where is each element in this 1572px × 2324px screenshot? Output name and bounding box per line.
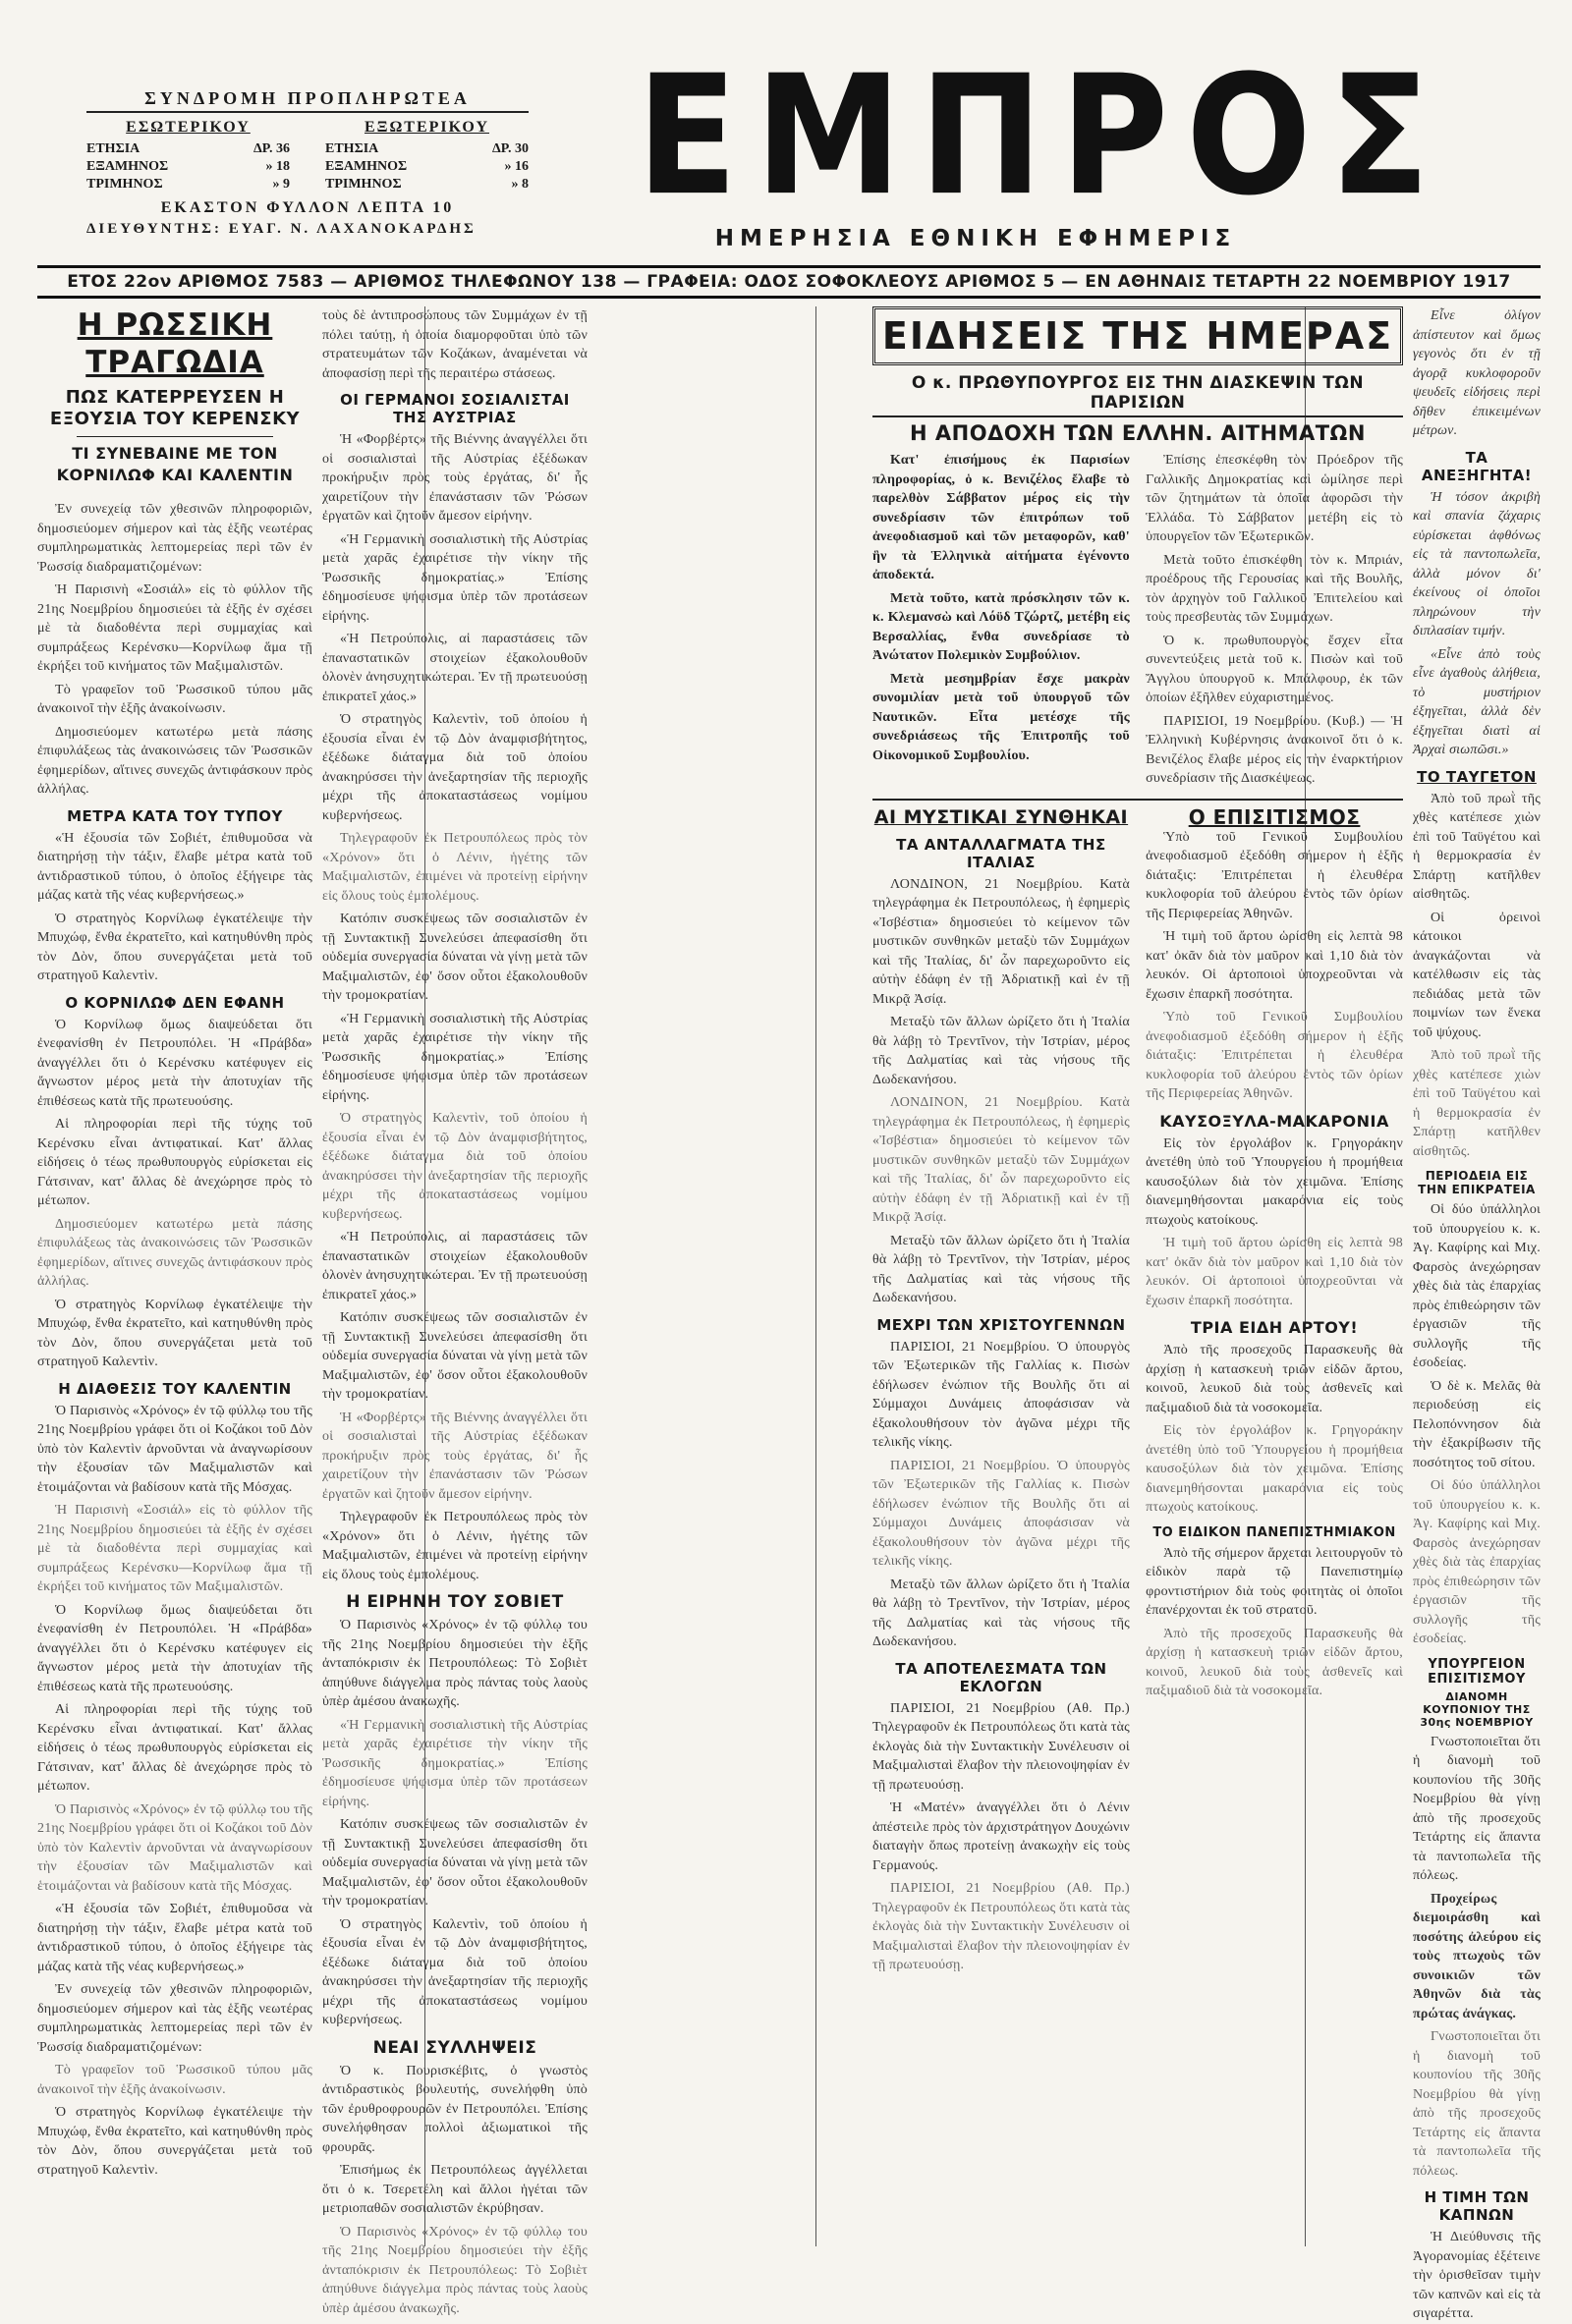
section-heading: ΤΑ ΑΝΕΞΗΓΗΤΑ!: [1421, 448, 1533, 484]
newspaper-title: ΕΜΠΡΟΣ: [637, 40, 1448, 233]
price-value: » 16: [504, 159, 529, 174]
paragraph: Εἰς τὸν ἐργολάβον κ. Γρηγοράκην ἀνετέθη ὑπὸ τοῦ Ὑπουργείου ἡ προμήθεια καυσοξύλων διὰ τὸν χειμῶνα. Ἐπίσης διανεμηθήσονται μακαρόνια εἰς τοὺς πτωχοὺς κατοίκους.: [1146, 1135, 1403, 1228]
price-value: » 18: [265, 159, 290, 174]
column-2: [322, 306, 588, 2316]
paragraph: Δημοσιεύομεν κατωτέρω μετὰ πάσης ἐπιφυλάξεως τὰς ἀνακοινώσεις τῶν Ῥωσσικῶν ἐφημερίδων, αἵτινες συνεχῶς ἀντιφάσκουν πρὸς ἀλλήλας.: [37, 1216, 312, 1289]
paragraph: Ὁ κ. πρωθυπουργὸς ἔσχεν εἶτα συνεντεύξεις μετὰ τοῦ κ. Πισὼν καὶ τοῦ Ἄγγλου ὑπουργοῦ κ. Μπάλφουρ, ἐκ τῶν ὁποίων ἐξῆλθεν εὐχαριστημένος.: [1146, 633, 1403, 705]
subscription-box: [86, 88, 529, 238]
single-copy-price: ΕΚΑΣΤΟΝ ΦΥΛΛΟΝ ΛΕΠΤΑ 10: [160, 199, 455, 216]
paragraph: Ἡ «Φορβέρτς» τῆς Βιέννης ἀναγγέλλει ὅτι οἱ σοσιαλισταὶ τῆς Αὐστρίας ἐξέδωκαν προκήρυξιν πρὸς τοὺς ἐργάτας, δι' ἧς χαιρετίζουν τὴν ἐπανάστασιν τῶν Ῥώσων ἐργατῶν καὶ ζητοῦν ἄμεσον εἰρήνην.: [322, 1410, 588, 1502]
section-heading: ΟΙ ΓΕΡΜΑΝΟΙ ΣΟΣΙΑΛΙΣΤΑΙ ΤΗΣ ΑΥΣΤΡΙΑΣ: [340, 391, 570, 426]
paragraph: ΠΑΡΙΣΙΟΙ, 21 Νοεμβρίου (Αθ. Πρ.) Τηλεγραφοῦν ἐκ Πετρουπόλεως ὅτι κατὰ τὰς ἐκλογὰς διὰ τὴν Συντακτικὴν Συνέλευσιν οἱ Μαξιμαλισταὶ ἔλαβον τὴν πλειονοψηφίαν ἐν τῇ πρωτευούσῃ.: [872, 1881, 1130, 1972]
newspaper-tagline: ΗΜΕΡΗΣΙΑ ΕΘΝΙΚΗ ΕΦΗΜΕΡΙΣ: [714, 226, 1237, 251]
paragraph: Μετὰ τοῦτο ἐπισκέφθη τὸν κ. Μπριάν, προέδρους τῆς Γερουσίας καὶ τῆς Βουλῆς, τὸν ἀρχηγὸν τοῦ Γαλλικοῦ Ἐπιτελείου καὶ τοὺς πρεσβευτὰς τῶν Συμμάχων.: [1146, 552, 1403, 625]
paragraph: Μεταξὺ τῶν ἄλλων ὡρίζετο ὅτι ἡ Ἰταλία θὰ λάβῃ τὸ Τρεντῖνον, τὴν Ἰστρίαν, μέρος τῆς Δαλματίας καὶ τὰς νήσους τῆς Δωδεκανήσου.: [872, 1577, 1130, 1649]
section-heading: ΥΠΟΥΡΓΕΙΟΝ ΕΠΙΣΙΤΙΣΜΟΥ: [1428, 1656, 1526, 1687]
section-heading: Η ΤΙΜΗ ΤΩΝ ΚΑΠΝΩΝ: [1424, 2188, 1530, 2224]
paragraph: «Ἡ Πετρούπολις, αἱ παραστάσεις τῶν ἐπαναστατικῶν στοιχείων ἐξακολουθοῦν ὁλονὲν ἀνησυχητικώτεραι. Ἐν τῇ πρωτευούσῃ ἐπικρατεῖ χάος.»: [322, 632, 588, 704]
price-label: ΕΤΗΣΙΑ: [325, 141, 379, 156]
price-label: ΤΡΙΜΗΝΟΣ: [86, 177, 163, 192]
column-3-4: [872, 306, 1403, 2246]
paragraph: Κατόπιν συσκέψεως τῶν σοσιαλιστῶν ἐν τῇ Συντακτικῇ Συνελεύσει ἀπεφασίσθη ὅτι οὐδεμία συνεργασία δύναται νὰ γίνῃ μετὰ τῶν Μαξιμαλιστῶν, ἐφ' ὅσον οὗτοι ἐξακολουθοῦν τὴν τρομοκρατίαν.: [322, 1310, 588, 1402]
paragraph: Εἶνε ὀλίγον ἀπίστευτον καὶ ὅμως γεγονὸς ὅτι ἐν τῇ ἀγορᾷ κυκλοφοροῦν ψευδεῖς εἰδήσεις περὶ δῆθεν ἐπικειμένων μέτρων.: [1413, 308, 1541, 438]
paragraph: Ἡ τόσον ἀκριβὴ καὶ σπανία ζάχαρις εὑρίσκεται ἀφθόνως εἰς τὰ παντοπωλεῖα, ἀλλὰ μόνον δι' ἐκείνους οἱ ὁποῖοι πληρώνουν τὴν διπλασίαν τιμήν.: [1413, 489, 1541, 638]
paragraph: Μεταξὺ τῶν ἄλλων ὡρίζετο ὅτι ἡ Ἰταλία θὰ λάβῃ τὸ Τρεντῖνον, τὴν Ἰστρίαν, μέρος τῆς Δαλματίας καὶ τὰς νήσους τῆς Δωδεκανήσου.: [872, 1233, 1130, 1305]
paragraph: ΠΑΡΙΣΙΟΙ, 19 Νοεμβρίου. (Κυβ.) — Ἡ Ἐλληνικὴ Κυβέρνησις ἀνακοινοῖ ὅτι ὁ κ. Βενιζέλος ἔλαβε μέρος εἰς τὴν ἐναρκτήριον συνεδρίασιν τῆς Διασκέψεως.: [1146, 713, 1403, 786]
paragraph: Γνωστοποιεῖται ὅτι ἡ διανομὴ τοῦ κουπονίου τῆς 30ῆς Νοεμβρίου θὰ γίνῃ ἀπὸ τῆς προσεχοῦς Τετάρτης εἰς ἅπαντα τὰ παντοπωλεῖα τῆς πόλεως.: [1413, 2029, 1541, 2179]
news-subhead: Ο κ. ΠΡΩΘΥΠΟΥΡΓΟΣ ΕΙΣ ΤΗΝ ΔΙΑΣΚΕΨΙΝ ΤΩΝ ΠΑΡΙΣΙΩΝ: [872, 373, 1403, 417]
paragraph: Οἱ δύο ὑπάλληλοι τοῦ ὑπουργείου κ. κ. Ἀγ. Καφίρης καὶ Μιχ. Φαρσὸς ἀνεχώρησαν χθὲς διὰ τὰς ἐπαρχίας πρὸς ἐπιθεώρησιν τῶν ἐργασιῶν τῆς συλλογῆς τῆς ἐσοδείας.: [1413, 1202, 1541, 1370]
paragraph: Αἱ πληροφορίαι περὶ τῆς τύχης τοῦ Κερένσκυ εἶναι ἀντιφατικαί. Κατ' ἄλλας εἰδήσεις ὁ τέως πρωθυπουργὸς εὑρίσκεται εἰς Γάτσιναν, κατ' ἄλλας δὲ ἀνεχώρησε πρὸς τὸ μέτωπον.: [37, 1117, 312, 1208]
price-value: » 8: [511, 177, 529, 192]
paragraph: Ὁ δὲ κ. Μελᾶς θὰ περιοδεύσῃ εἰς Πελοπόννησον διὰ τὴν ἐξακρίβωσιν τῆς ποσότητος τοῦ σίτου.: [1413, 1378, 1541, 1470]
paragraph: Ὁ στρατηγὸς Καλεντὶν, τοῦ ὁποίου ἡ ἐξουσία εἶναι ἐν τῷ Δὸν ἀναμφισβήτητος, ἐξέδωκε διάταγμα διὰ τοῦ ὁποίου ἀνακηρύσσει τὴν ἀνεξαρτησίαν τῆς περιοχῆς μέχρι τῆς ἀποκαταστάσεως νομίμου κυβερνήσεως.: [322, 712, 588, 823]
price-label: ΕΞΑΜΗΝΟΣ: [86, 159, 169, 174]
price-label: ΤΡΙΜΗΝΟΣ: [325, 177, 402, 192]
paragraph: Ἐν συνεχείᾳ τῶν χθεσινῶν πληροφοριῶν, δημοσιεύομεν σήμερον καὶ τὰς ἑξῆς νεωτέρας συμπληρωματικὰς λεπτομερείας περὶ τῶν ἐν Ῥωσσίᾳ διαδραματιζομένων:: [37, 502, 312, 575]
paragraph: Ὁ Κορνίλωφ ὅμως διαψεύδεται ὅτι ἐνεφανίσθη ἐν Πετρουπόλει. Ἡ «Πράβδα» ἀναγγέλλει ὅτι ὁ Κερένσκυ κατέφυγεν εἰς ἄγνωστον μέρος μετὰ τὴν ἀποτυχίαν τῆς ἐπιθέσεως κατὰ τῆς πρωτευούσης.: [37, 1602, 312, 1694]
section-heading: ΜΕΤΡΑ ΚΑΤΑ ΤΟΥ ΤΥΠΟΥ: [67, 806, 283, 825]
news-banner-box: [872, 306, 1403, 365]
news-banner-title: ΕΙΔΗΣΕΙΣ ΤΗΣ ΗΜΕΡΑΣ: [881, 314, 1394, 358]
domestic-prices: [86, 119, 290, 194]
paragraph: Ἀπὸ τῆς προσεχοῦς Παρασκευῆς θὰ ἀρχίσῃ ἡ κατασκευὴ τριῶν εἰδῶν ἄρτου, κοινοῦ, λευκοῦ διὰ τοὺς ἀσθενεῖς καὶ παξιμαδιοῦ διὰ τὰ νοσοκομεῖα.: [1146, 1343, 1403, 1415]
paragraph: ΠΑΡΙΣΙΟΙ, 21 Νοεμβρίου (Αθ. Πρ.) Τηλεγραφοῦν ἐκ Πετρουπόλεως ὅτι κατὰ τὰς ἐκλογὰς διὰ τὴν Συντακτικὴν Συνέλευσιν οἱ Μαξιμαλισταὶ ἔλαβον τὴν πλειονοψηφίαν ἐν τῇ πρωτευούσῃ.: [872, 1700, 1130, 1793]
section-heading: ΝΕΑΙ ΣΥΛΛΗΨΕΙΣ: [372, 2037, 537, 2058]
masthead: [37, 40, 1541, 292]
paragraph: ΠΑΡΙΣΙΟΙ, 21 Νοεμβρίου. Ὁ ὑπουργὸς τῶν Ἐξωτερικῶν τῆς Γαλλίας κ. Πισὼν ἐδήλωσεν ἐνώπιον τῆς Βουλῆς ὅτι αἱ Σύμμαχοι Δυνάμεις ἀποφάσισαν νὰ ἐξακολουθήσουν τὸν ἀγῶνα μέχρι τῆς τελικῆς νίκης.: [872, 1458, 1130, 1569]
price-value: ΔΡ. 36: [253, 141, 290, 156]
paragraph: Ἀπὸ τῆς σήμερον ἄρχεται λειτουργοῦν τὸ εἰδικὸν παρὰ τῷ Πανεπιστημίῳ φροντιστήριον διὰ τοὺς φοιτητὰς οἱ ὁποῖοι ἐπανέρχονται ἐκ τοῦ στρατοῦ.: [1146, 1545, 1403, 1618]
paragraph: Οἱ δύο ὑπάλληλοι τοῦ ὑπουργείου κ. κ. Ἀγ. Καφίρης καὶ Μιχ. Φαρσὸς ἀνεχώρησαν χθὲς διὰ τὰς ἐπαρχίας πρὸς ἐπιθεώρησιν τῶν ἐργασιῶν τῆς συλλογῆς τῆς ἐσοδείας.: [1413, 1478, 1541, 1646]
paragraph: Μετὰ μεσημβρίαν ἔσχε μακρὰν συνομιλίαν μετὰ τοῦ ὑπουργοῦ τῶν Ναυτικῶν. Εἶτα μετέσχε τῆς συνεδριάσεως τῆς Ἐπιτροπῆς τοῦ Οἰκονομικοῦ Συμβουλίου.: [872, 671, 1130, 763]
paragraph: Ὁ Παρισινὸς «Χρόνος» ἐν τῷ φύλλῳ του τῆς 21ης Νοεμβρίου δημοσιεύει τὴν ἑξῆς ἀνταπόκρισιν ἐκ Πετρουπόλεως: Τὸ Σοβιὲτ ἀπηύθυνε διάγγελμα πρὸς πάντας τοὺς λαοὺς ὑπὲρ ἀμέσου ἀνακωχῆς.: [322, 2224, 588, 2316]
paragraph: «Ἡ Πετρούπολις, αἱ παραστάσεις τῶν ἐπαναστατικῶν στοιχείων ἐξακολουθοῦν ὁλονὲν ἀνησυχητικώτεραι. Ἐν τῇ πρωτευούσῃ ἐπικρατεῖ χάος.»: [322, 1230, 588, 1302]
paragraph: Ὁ στρατηγὸς Κορνίλωφ ἐγκατέλειψε τὴν Μπυχώφ, ἔνθα ἐκρατεῖτο, καὶ κατηυθύνθη πρὸς τὸν Δὸν, ὅπου συνεργάζεται μετὰ τοῦ στρατηγοῦ Καλεντὶν.: [37, 2105, 312, 2178]
paragraph: «Ἡ ἐξουσία τῶν Σοβιέτ, ἐπιθυμοῦσα νὰ διατηρήσῃ τὴν τάξιν, ἔλαβε μέτρα κατὰ τοῦ ἀντιδραστικοῦ τύπου, ὁ ὁποῖος ἐξήγειρε τὰς μάζας κατὰ τῆς νέας κυβερνήσεως.»: [37, 830, 312, 903]
foreign-prices: [325, 119, 529, 194]
section-heading: ΑΙ ΜΥΣΤΙΚΑΙ ΣΥΝΘΗΚΑΙ: [873, 805, 1129, 828]
paragraph: «Ἡ Γερμανικὴ σοσιαλιστικὴ τῆς Αὐστρίας μετὰ χαρᾶς ἐχαιρέτισε τὴν νίκην τῆς Ῥωσσικῆς δημοκρατίας.» Ἐπίσης ἐδημοσίευσε ψήφισμα ὑπὲρ τῶν προτάσεων εἰρήνης.: [322, 531, 588, 624]
paragraph: Ἡ Διεύθυνσις τῆς Ἀγορανομίας ἐξέτεινε τὴν ὁρισθεῖσαν τιμὴν τῶν καπνῶν καὶ εἰς τὰ σιγαρέττα.: [1413, 2230, 1541, 2321]
paragraph: ΠΑΡΙΣΙΟΙ, 21 Νοεμβρίου. Ὁ ὑπουργὸς τῶν Ἐξωτερικῶν τῆς Γαλλίας κ. Πισὼν ἐδήλωσεν ἐνώπιον τῆς Βουλῆς ὅτι αἱ Σύμμαχοι Δυνάμεις ἀποφάσισαν νὰ ἐξακολουθήσουν τὸν ἀγῶνα μέχρι τῆς τελικῆς νίκης.: [872, 1339, 1130, 1450]
price-value: ΔΡ. 30: [491, 141, 529, 156]
paragraph: Ὁ κ. Πουρισκέβιτς, ὁ γνωστὸς ἀντιδραστικὸς βουλευτής, συνελήφθη ὑπὸ τῶν ἐρυθροφρουρῶν ἐν Πετρουπόλει. Ἐπίσης συνελήφθησαν πολλοὶ ἀξιωματικοὶ τῆς φρουρᾶς.: [322, 2063, 588, 2155]
paragraph: Ὑπὸ τοῦ Γενικοῦ Συμβουλίου ἀνεφοδιασμοῦ ἐξεδόθη σήμερον ἡ ἑξῆς διάταξις: Ἐπιτρέπεται ἡ ἐλευθέρα κυκλοφορία τοῦ ἀλεύρου ἐντὸς τῶν ὁρίων τῆς Περιφερείας Ἀθηνῶν.: [1146, 1010, 1403, 1101]
paragraph: Μετὰ τοῦτο, κατὰ πρόσκλησιν τῶν κ. κ. Κλεμανσὼ καὶ Λόϋδ Τζώρτζ, μετέβη εἰς Βερσαλλίας, ἔνθα συνεδρίασε τὸ Ἀνώτατον Πολεμικὸν Συμβούλιον.: [872, 590, 1130, 663]
paragraph: Ὁ Παρισινὸς «Χρόνος» ἐν τῷ φύλλῳ του τῆς 21ης Νοεμβρίου γράφει ὅτι οἱ Κοζάκοι τοῦ Δὸν ὑπὸ τὸν Καλεντὶν ἀρνοῦνται νὰ ἀναγνωρίσουν τὴν ἐξουσίαν τῶν Μαξιμαλιστῶν καὶ ἑτοιμάζονται νὰ βαδίσουν κατὰ τῆς Μόσχας.: [37, 1403, 312, 1495]
section-heading: ΤΡΙΑ ΕΙΔΗ ΑΡΤΟΥ!: [1190, 1318, 1359, 1337]
paragraph: «Ἡ ἐξουσία τῶν Σοβιέτ, ἐπιθυμοῦσα νὰ διατηρήσῃ τὴν τάξιν, ἔλαβε μέτρα κατὰ τοῦ ἀντιδραστικοῦ τύπου, ὁ ὁποῖος ἐξήγειρε τὰς μάζας κατὰ τῆς νέας κυβερνήσεως.»: [37, 1902, 312, 1974]
section-heading: ΤΟ ΤΑΥΓΕΤΟΝ: [1417, 767, 1537, 786]
paragraph: Ἐπισήμως ἐκ Πετρουπόλεως ἀγγέλλεται ὅτι ὁ κ. Τσερετέλη καὶ ἄλλοι ἡγέται τῶν μετριοπαθῶν σοσιαλιστῶν ἐκρύβησαν.: [322, 2163, 588, 2216]
paragraph: Κατόπιν συσκέψεως τῶν σοσιαλιστῶν ἐν τῇ Συντακτικῇ Συνελεύσει ἀπεφασίσθη ὅτι οὐδεμία συνεργασία δύναται νὰ γίνῃ μετὰ τῶν Μαξιμαλιστῶν, ἐφ' ὅσον οὗτοι ἐξακολουθοῦν τὴν τρομοκρατίαν.: [322, 1817, 588, 1909]
column-5: [1413, 306, 1541, 2321]
section-heading: ΠΕΡΙΟΔΕΙΑ ΕΙΣ ΤΗΝ ΕΠΙΚΡΑΤΕΙΑ: [1418, 1169, 1536, 1196]
news-subhead: Η ΑΠΟΔΟΧΗ ΤΩΝ ΕΛΛΗΝ. ΑΙΤΗΜΑΤΩΝ: [910, 421, 1366, 445]
paragraph: Τηλεγραφοῦν ἐκ Πετρουπόλεως πρὸς τὸν «Χρόνον» ὅτι ὁ Λένιν, ἡγέτης τῶν Μαξιμαλιστῶν, ἐπιμένει νὰ προτείνῃ εἰρήνην εἰς ὅλους τοὺς ἐμπολέμους.: [322, 831, 588, 904]
paragraph: Οἱ ὀρεινοὶ κάτοικοι ἀναγκάζονται νὰ κατέλθωσιν εἰς τὰς πεδιάδας μετὰ τῶν ποιμνίων των ἕνεκα τοῦ ψύχους.: [1413, 910, 1541, 1040]
paragraph: «Εἶνε ἀπὸ τοὺς εἶνε ἀγαθοὺς ἀλήθεια, τὸ μυστήριον ἐξηγεῖται, ἀλλὰ δὲν ἐξηγεῖται διατὶ αἱ Ἀρχαὶ σιωπῶσι.»: [1413, 646, 1541, 757]
paragraph: «Ἡ Γερμανικὴ σοσιαλιστικὴ τῆς Αὐστρίας μετὰ χαρᾶς ἐχαιρέτισε τὴν νίκην τῆς Ῥωσσικῆς δημοκρατίας.» Ἐπίσης ἐδημοσίευσε ψήφισμα ὑπὲρ τῶν προτάσεων εἰρήνης.: [322, 1011, 588, 1103]
paragraph: Τηλεγραφοῦν ἐκ Πετρουπόλεως πρὸς τὸν «Χρόνον» ὅτι ὁ Λένιν, ἡγέτης τῶν Μαξιμαλιστῶν, ἐπιμένει νὰ προτείνῃ εἰρήνην εἰς ὅλους τοὺς ἐμπολέμους.: [322, 1510, 588, 1582]
paragraph: Μεταξὺ τῶν ἄλλων ὡρίζετο ὅτι ἡ Ἰταλία θὰ λάβῃ τὸ Τρεντῖνον, τὴν Ἰστρίαν, μέρος τῆς Δαλματίας καὶ τὰς νήσους τῆς Δωδεκανήσου.: [872, 1015, 1130, 1087]
section-heading: ΤΑ ΑΠΟΤΕΛΕΣΜΑΤΑ ΤΩΝ ΕΚΛΟΓΩΝ: [895, 1659, 1107, 1695]
paragraph: Ὁ Παρισινὸς «Χρόνος» ἐν τῷ φύλλῳ του τῆς 21ης Νοεμβρίου γράφει ὅτι οἱ Κοζάκοι τοῦ Δὸν ὑπὸ τὸν Καλεντὶν ἀρνοῦνται νὰ ἀναγνωρίσουν τὴν ἐξουσίαν τῶν Μαξιμαλιστῶν καὶ ἑτοιμάζονται νὰ βαδίσουν κατὰ τῆς Μόσχας.: [37, 1801, 312, 1894]
section-heading: ΤΟ ΕΙΔΙΚΟΝ ΠΑΝΕΠΙΣΤΗΜΙΑΚΟΝ: [1152, 1524, 1396, 1540]
paragraph: Ὁ στρατηγὸς Κορνίλωφ ἐγκατέλειψε τὴν Μπυχώφ, ἔνθα ἐκρατεῖτο, καὶ κατηυθύνθη πρὸς τὸν Δὸν, ὅπου συνεργάζεται μετὰ τοῦ στρατηγοῦ Καλεντὶν.: [37, 911, 312, 983]
paragraph: Ὁ στρατηγὸς Καλεντὶν, τοῦ ὁποίου ἡ ἐξουσία εἶναι ἐν τῷ Δὸν ἀναμφισβήτητος, ἐξέδωκε διάταγμα διὰ τοῦ ὁποίου ἀνακηρύσσει τὴν ἀνεξαρτησίαν τῆς περιοχῆς μέχρι τῆς ἀποκαταστάσεως νομίμου κυβερνήσεως.: [322, 1916, 588, 2027]
divider: [872, 799, 1403, 801]
paragraph: Τὸ γραφεῖον τοῦ Ῥωσσικοῦ τύπου μᾶς ἀνακοινοῖ τὴν ἑξῆς ἀνακοίνωσιν.: [37, 2063, 312, 2097]
director-line: ΔΙΕΥΘΥΝΤΗΣ: ΕΥΑΓ. Ν. ΛΑΧΑΝΟΚΑΡΔΗΣ: [86, 221, 477, 237]
section-heading: ΤΑ ΑΝΤΑΛΛΑΓΜΑΤΑ ΤΗΣ ΙΤΑΛΙΑΣ: [896, 835, 1106, 871]
paragraph: ΛΟΝΔΙΝΟΝ, 21 Νοεμβρίου. Κατὰ τηλεγράφημα ἐκ Πετρουπόλεως, ἡ ἐφημερὶς «Ἰσβέστια» δημοσιεύει τὸ κείμενον τῶν μυστικῶν συνθηκῶν μεταξὺ τῶν Συμμάχων καὶ τῆς Ἰταλίας, δι' ὧν παρεχωροῦντο εἰς αὐτὴν ἐδάφη ἐν τῇ Ἀδριατικῇ καὶ ἐν τῇ Μικρᾷ Ἀσίᾳ.: [872, 876, 1130, 1007]
paragraph: Ἡ τιμὴ τοῦ ἄρτου ὡρίσθη εἰς λεπτὰ 98 κατ' ὀκᾶν διὰ τὸν μαῦρον καὶ 1,10 διὰ τὸν λευκόν. Οἱ ἀρτοποιοὶ ὑποχρεοῦνται νὰ ἔχωσιν ἐπαρκῆ ποσότητα.: [1146, 1236, 1403, 1308]
price-label: ΕΞΑΜΗΝΟΣ: [325, 159, 408, 174]
domestic-label: ΕΣΩΤΕΡΙΚΟΥ: [126, 119, 251, 136]
price-value: » 9: [272, 177, 290, 192]
article-subhead: ΤΙ ΣΥΝΕΒΑΙΝΕ ΜΕ ΤΟΝ ΚΟΡΝΙΛΩΦ ΚΑΙ ΚΑΛΕΝΤΙΝ: [56, 444, 294, 484]
paragraph: Τὸ γραφεῖον τοῦ Ῥωσσικοῦ τύπου μᾶς ἀνακοινοῖ τὴν ἑξῆς ἀνακοίνωσιν.: [37, 682, 312, 716]
article-subhead: ΠΩΣ ΚΑΤΕΡΡΕΥΣΕΝ Η ΕΞΟΥΣΙΑ ΤΟΥ ΚΕΡΕΝΣΚΥ: [49, 387, 301, 429]
news-two-columns: [872, 806, 1403, 1979]
paragraph: Ἡ «Ματέν» ἀναγγέλλει ὅτι ὁ Λένιν ἀπέστειλε πρὸς τὸν ἀρχιστράτηγον Δουχώνιν διαταγὴν ὅπως προτείνῃ ἀνακωχὴν εἰς τοὺς Γερμανούς.: [872, 1800, 1130, 1873]
paragraph: Ὁ στρατηγὸς Κορνίλωφ ἐγκατέλειψε τὴν Μπυχώφ, ἔνθα ἐκρατεῖτο, καὶ κατηυθύνθη πρὸς τὸν Δὸν, ὅπου συνεργάζεται μετὰ τοῦ στρατηγοῦ Καλεντὶν.: [37, 1297, 312, 1369]
paragraph: Ἡ «Φορβέρτς» τῆς Βιέννης ἀναγγέλλει ὅτι οἱ σοσιαλισταὶ τῆς Αὐστρίας ἐξέδωκαν προκήρυξιν πρὸς τοὺς ἐργάτας, δι' ἧς χαιρετίζουν τὴν ἐπανάστασιν τῶν Ῥώσων ἐργατῶν καὶ ζητοῦν ἄμεσον εἰρήνην.: [322, 432, 588, 524]
paragraph: Γνωστοποιεῖται ὅτι ἡ διανομὴ τοῦ κουπονίου τῆς 30ῆς Νοεμβρίου θὰ γίνῃ ἀπὸ τῆς προσεχοῦς Τετάρτης εἰς ἅπαντα τὰ παντοπωλεῖα τῆς πόλεως.: [1413, 1734, 1541, 1883]
paragraph: Κατόπιν συσκέψεως τῶν σοσιαλιστῶν ἐν τῇ Συντακτικῇ Συνελεύσει ἀπεφασίσθη ὅτι οὐδεμία συνεργασία δύναται νὰ γίνῃ μετὰ τῶν Μαξιμαλιστῶν, ἐφ' ὅσον οὗτοι ἐξακολουθοῦν τὴν τρομοκρατίαν.: [322, 912, 588, 1003]
issue-info-bar: ΕΤΟΣ 22ον ΑΡΙΘΜΟΣ 7583 — ΑΡΙΘΜΟΣ ΤΗΛΕΦΩΝΟΥ 138 — ΓΡΑΦΕΙΑ: ΟΔΟΣ ΣΟΦΟΚΛΕΟΥΣ ΑΡΙΘΜΟΣ 5 — ΕΝ ΑΘΗΝΑΙΣ ΤΕΤΑΡΤΗ 22 ΝΟΕΜΒΡΙΟΥ 1917: [37, 265, 1541, 299]
section-heading: ΔΙΑΝΟΜΗ ΚΟΥΠΟΝΙΟΥ ΤΗΣ 30ης ΝΟΕΜΒΡΙΟΥ: [1420, 1689, 1534, 1729]
subscription-title: ΣΥΝΔΡΟΜΗ ΠΡΟΠΛΗΡΩΤΕΑ: [86, 88, 529, 113]
price-label: ΕΤΗΣΙΑ: [86, 141, 140, 156]
paragraph: Κατ' ἐπισήμους ἐκ Παρισίων πληροφορίας, ὁ κ. Βενιζέλος ἔλαβε τὸ παρελθὸν Σάββατον μέρος εἰς τὴν συνεδρίασιν τῶν ἐπιτρόπων τοῦ ἀνεφοδιασμοῦ καὶ τῶν μεταφορῶν, καθ' ἣν τὰ Ἑλληνικὰ αἰτήματα ἐγένοντο ἀποδεκτά.: [872, 453, 1130, 582]
paragraph: Ὑπὸ τοῦ Γενικοῦ Συμβουλίου ἀνεφοδιασμοῦ ἐξεδόθη σήμερον ἡ ἑξῆς διάταξις: Ἐπιτρέπεται ἡ ἐλευθέρα κυκλοφορία τοῦ ἀλεύρου ἐντὸς τῶν ὁρίων τῆς Περιφερείας Ἀθηνῶν.: [1146, 829, 1403, 921]
paragraph: Ἐπίσης ἐπεσκέφθη τὸν Πρόεδρον τῆς Γαλλικῆς Δημοκρατίας καὶ ὡμίλησε περὶ τῶν ζητημάτων τὰ ὁποῖα ἀφορῶσι τὴν Ἑλλάδα. Τὸ Σάββατον μετέβη εἰς τὸ ὑπουργεῖον τῶν Ἐξωτερικῶν.: [1146, 453, 1403, 544]
column-1: [37, 306, 312, 2246]
newspaper-page: [37, 40, 1541, 2321]
paragraph: Ὁ Παρισινὸς «Χρόνος» ἐν τῷ φύλλῳ του τῆς 21ης Νοεμβρίου δημοσιεύει τὴν ἑξῆς ἀνταπόκρισιν ἐκ Πετρουπόλεως: Τὸ Σοβιὲτ ἀπηύθυνε διάγγελμα πρὸς πάντας τοὺς λαοὺς ὑπὲρ ἀμέσου ἀνακωχῆς.: [322, 1618, 588, 1709]
paragraph: Ἡ Παρισινὴ «Σοσιάλ» εἰς τὸ φύλλον τῆς 21ης Νοεμβρίου δημοσιεύει τὰ ἑξῆς ἐν σχέσει μὲ τὰ διαδοθέντα περὶ συμμαχίας καὶ συμπράξεως Κερένσκυ—Κορνίλωφ ἅμα τῇ ἐκρήξει τοῦ κινήματος τῶν Μαξιμαλιστῶν.: [37, 582, 312, 674]
paragraph: Ἀπὸ τοῦ πρωῒ τῆς χθὲς κατέπεσε χιὼν ἐπὶ τοῦ Ταϋγέτου καὶ ἡ θερμοκρασία ἐν Σπάρτῃ κατῆλθεν αἰσθητῶς.: [1413, 1048, 1541, 1159]
foreign-label: ΕΞΩΤΕΡΙΚΟΥ: [364, 119, 489, 136]
section-heading: ΚΑΥΣΟΞΥΛΑ-ΜΑΚΑΡΟΝΙΑ: [1159, 1111, 1389, 1131]
paragraph: Ὁ Κορνίλωφ ὅμως διαψεύδεται ὅτι ἐνεφανίσθη ἐν Πετρουπόλει. Ἡ «Πράβδα» ἀναγγέλλει ὅτι ὁ Κερένσκυ κατέφυγεν εἰς ἄγνωστον μέρος μετὰ τὴν ἀποτυχίαν τῆς ἐπιθέσεως κατὰ τῆς πρωτευούσης.: [37, 1017, 312, 1109]
paragraph: Ἡ Παρισινὴ «Σοσιάλ» εἰς τὸ φύλλον τῆς 21ης Νοεμβρίου δημοσιεύει τὰ ἑξῆς ἐν σχέσει μὲ τὰ διαδοθέντα περὶ συμμαχίας καὶ συμπράξεως Κερένσκυ—Κορνίλωφ ἅμα τῇ ἐκρήξει τοῦ κινήματος τῶν Μαξιμαλιστῶν.: [37, 1503, 312, 1594]
paragraph: «Ἡ Γερμανικὴ σοσιαλιστικὴ τῆς Αὐστρίας μετὰ χαρᾶς ἐχαιρέτισε τὴν νίκην τῆς Ῥωσσικῆς δημοκρατίας.» Ἐπίσης ἐδημοσίευσε ψήφισμα ὑπὲρ τῶν προτάσεων εἰρήνης.: [322, 1717, 588, 1809]
article-headline: Η ΡΩΣΣΙΚΗ ΤΡΑΓΩΔΙΑ: [77, 307, 273, 380]
paragraph: Ἀπὸ τοῦ πρωῒ τῆς χθὲς κατέπεσε χιὼν ἐπὶ τοῦ Ταϋγέτου καὶ ἡ θερμοκρασία ἐν Σπάρτῃ κατῆλθεν αἰσθητῶς.: [1413, 791, 1541, 902]
paragraph: Ἡ τιμὴ τοῦ ἄρτου ὡρίσθη εἰς λεπτὰ 98 κατ' ὀκᾶν διὰ τὸν μαῦρον καὶ 1,10 διὰ τὸν λευκόν. Οἱ ἀρτοποιοὶ ὑποχρεοῦνται νὰ ἔχωσιν ἐπαρκῆ ποσότητα.: [1146, 929, 1403, 1002]
paragraph: Ὁ στρατηγὸς Καλεντὶν, τοῦ ὁποίου ἡ ἐξουσία εἶναι ἐν τῷ Δὸν ἀναμφισβήτητος, ἐξέδωκε διάταγμα διὰ τοῦ ὁποίου ἀνακηρύσσει τὴν ἀνεξαρτησίαν τῆς περιοχῆς μέχρι τῆς ἀποκαταστάσεως νομίμου κυβερνήσεως.: [322, 1111, 588, 1222]
divider: [77, 436, 273, 437]
paragraph: Προχείρως διεμοιράσθη καὶ ποσότης ἀλεύρου εἰς τοὺς πτωχοὺς τῶν συνοικιῶν τῶν Ἀθηνῶν διὰ τὰς πρώτας ἀνάγκας.: [1413, 1891, 1541, 2021]
section-heading: Ο ΕΠΙΣΙΤΙΣΜΟΣ: [1188, 804, 1361, 829]
paragraph: Αἱ πληροφορίαι περὶ τῆς τύχης τοῦ Κερένσκυ εἶναι ἀντιφατικαί. Κατ' ἄλλας εἰδήσεις ὁ τέως πρωθυπουργὸς εὑρίσκεται εἰς Γάτσιναν, κατ' ἄλλας δὲ ἀνεχώρησε πρὸς τὸ μέτωπον.: [37, 1702, 312, 1794]
paragraph: ΛΟΝΔΙΝΟΝ, 21 Νοεμβρίου. Κατὰ τηλεγράφημα ἐκ Πετρουπόλεως, ἡ ἐφημερὶς «Ἰσβέστια» δημοσιεύει τὸ κείμενον τῶν μυστικῶν συνθηκῶν μεταξὺ τῶν Συμμάχων καὶ τῆς Ἰταλίας, δι' ὧν παρεχωροῦντο εἰς αὐτὴν ἐδάφη ἐν τῇ Ἀδριατικῇ καὶ ἐν τῇ Μικρᾷ Ἀσίᾳ.: [872, 1095, 1130, 1225]
paragraph: Ἀπὸ τῆς προσεχοῦς Παρασκευῆς θὰ ἀρχίσῃ ἡ κατασκευὴ τριῶν εἰδῶν ἄρτου, κοινοῦ, λευκοῦ διὰ τοὺς ἀσθενεῖς καὶ παξιμαδιοῦ διὰ τὰ νοσοκομεῖα.: [1146, 1626, 1403, 1698]
section-heading: ΜΕΧΡΙ ΤΩΝ ΧΡΙΣΤΟΥΓΕΝΝΩΝ: [876, 1315, 1126, 1334]
paragraph: Δημοσιεύομεν κατωτέρω μετὰ πάσης ἐπιφυλάξεως τὰς ἀνακοινώσεις τῶν Ῥωσσικῶν ἐφημερίδων, αἵτινες συνεχῶς ἀντιφάσκουν πρὸς ἀλλήλας.: [37, 724, 312, 797]
paragraph: Εἰς τὸν ἐργολάβον κ. Γρηγοράκην ἀνετέθη ὑπὸ τοῦ Ὑπουργείου ἡ προμήθεια καυσοξύλων διὰ τὸν χειμῶνα. Ἐπίσης διανεμηθήσονται μακαρόνια εἰς τοὺς πτωχοὺς κατοίκους.: [1146, 1423, 1403, 1515]
column-rule: [815, 306, 816, 2246]
section-heading: Η ΔΙΑΘΕΣΙΣ ΤΟΥ ΚΑΛΕΝΤΙΝ: [58, 1379, 292, 1398]
news-two-columns: [872, 451, 1403, 793]
section-heading: Ο ΚΟΡΝΙΛΩΦ ΔΕΝ ΕΦΑΝΗ: [65, 993, 285, 1012]
paragraph: Ἐν συνεχείᾳ τῶν χθεσινῶν πληροφοριῶν, δημοσιεύομεν σήμερον καὶ τὰς ἑξῆς νεωτέρας συμπληρωματικὰς λεπτομερείας περὶ τῶν ἐν Ῥωσσίᾳ διαδραματιζομένων:: [37, 1982, 312, 2055]
paragraph: τοὺς δὲ ἀντιπροσώπους τῶν Συμμάχων ἐν τῇ πόλει ταύτῃ, ἡ ὁποία διαμορφοῦται ὑπὸ τῶν στρατευμάτων τῶν Κοζάκων, ἀναμένεται νὰ ἀποφασίσῃ περὶ τῆς περαιτέρω στάσεως.: [322, 308, 588, 381]
section-heading: Η ΕΙΡΗΝΗ ΤΟΥ ΣΟΒΙΕΤ: [346, 1592, 564, 1612]
